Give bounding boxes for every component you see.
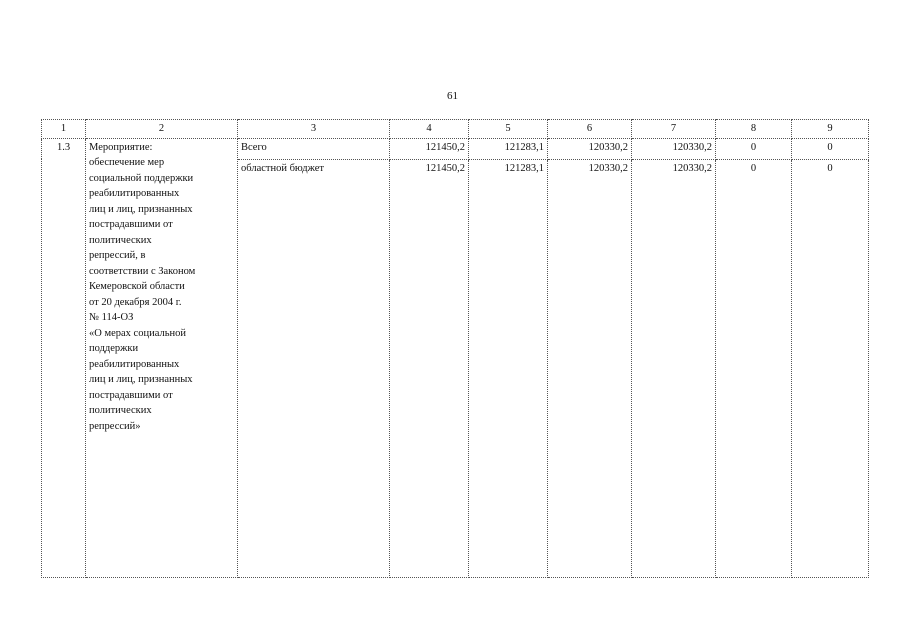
header-cell-8: 8 [716, 120, 792, 139]
value-col-9: 0 [792, 159, 869, 578]
description-line: лиц и лиц, признанных [89, 203, 193, 215]
value-col-7: 120330,2 [632, 138, 716, 159]
measure-description [86, 138, 238, 578]
value-col-5: 121283,1 [469, 159, 548, 578]
value-col-9: 0 [792, 138, 869, 159]
description-line: реабилитированных [89, 188, 180, 199]
value-col-4: 121450,2 [390, 159, 469, 578]
budget-table [41, 119, 869, 578]
description-line: соответствии с Законом [89, 265, 196, 277]
value-col-8: 0 [716, 159, 792, 578]
description-line: репрессий» [89, 420, 141, 432]
row-index: 1.3 [42, 138, 86, 578]
value-col-5: 121283,1 [469, 138, 548, 159]
description-line: № 114-ОЗ [89, 312, 134, 323]
header-cell-7: 7 [632, 120, 716, 139]
description-line: политических [89, 405, 152, 416]
value-col-8: 0 [716, 138, 792, 159]
description-line: репрессий, в [89, 250, 146, 261]
value-col-6: 120330,2 [548, 138, 632, 159]
description-line: лиц и лиц, признанных [89, 374, 193, 385]
description-line: пострадавшими от [89, 219, 173, 230]
value-col-6: 120330,2 [548, 159, 632, 578]
value-col-4: 121450,2 [390, 138, 469, 159]
description-line: реабилитированных [89, 358, 180, 370]
header-cell-5: 5 [469, 120, 548, 139]
description-line: Кемеровской области [89, 281, 185, 292]
description-line: «О мерах социальной [89, 327, 186, 339]
description-line: от 20 декабря 2004 г. [89, 296, 182, 308]
value-col-7: 120330,2 [632, 159, 716, 578]
table-row [42, 138, 869, 159]
header-cell-4: 4 [390, 120, 469, 139]
description-line: социальной поддержки [89, 172, 194, 184]
header-cell-1: 1 [42, 120, 86, 139]
header-cell-2: 2 [86, 120, 238, 139]
header-cell-3: 3 [238, 120, 390, 139]
funding-source: областной бюджет [238, 159, 390, 578]
description-line: Мероприятие: [89, 141, 153, 153]
header-cell-9: 9 [792, 120, 869, 139]
description-line: пострадавшими от [89, 389, 173, 401]
description-line: обеспечение мер [89, 157, 165, 168]
page-number: 61 [447, 90, 458, 102]
funding-source: Всего [238, 138, 390, 159]
description-line: поддержки [89, 343, 139, 354]
table-header-row [42, 120, 869, 139]
header-cell-6: 6 [548, 120, 632, 139]
description-line: политических [89, 234, 152, 246]
